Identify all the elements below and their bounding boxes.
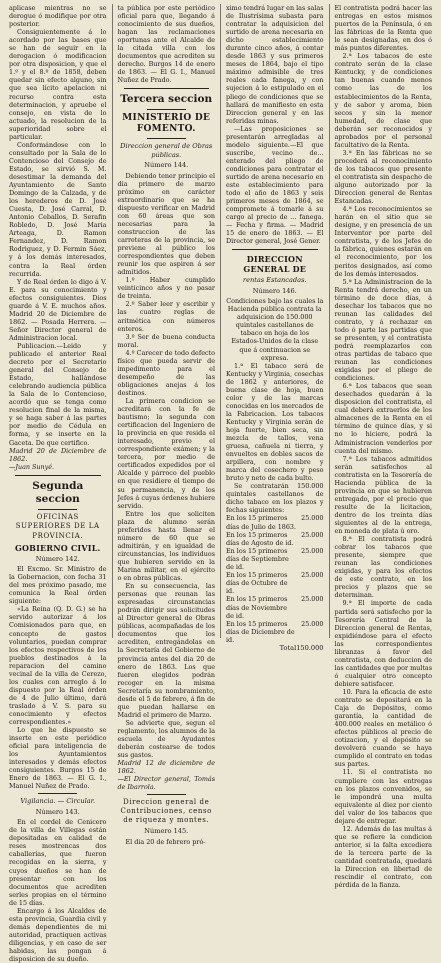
paragraph: 4.º Carecer de todo defecto físico que pueda servir de impedimento para el desempeño de las obligaciones anejas á los destinos.	[117, 348, 215, 397]
paragraph: ximo tendrá lugar en las salas de Ilustrísima subasta para contratar la adquisicion del surtido de arena necesaria en dicho establecimiento durante cinco años, á contar desde 1863 y sus primeros meses de 1864, bajo el tipo máximo admisible de tres reales cada fanega, y con sujecion á lo estipulado en el pliego de condiciones que se hallará de manifiesto en esta Direccion general y en las referidas minas.	[226, 4, 324, 125]
paragraph: 5.ª La Administracion de la Renta tendrá derecho, en un término de doce días, á desechar los tabacos que no reunan las calidades del contrato, y á rechazar en todo ó parte las partidas que se presenten, y el contratista podrá reemplazarlos con otras partidas de tabaco que reunan las condiciones exigidas por el pliego de condiciones.	[334, 277, 432, 383]
column-3	[220, 4, 329, 652]
column-1	[4, 4, 112, 963]
table-row	[226, 547, 324, 571]
paragraph: 10. Para la eficacia de este contrato se depositará en la Caja de Depósitos, como garantía, la cantidad de 400.000 reales en metálico ó efectos públicos al precio de cotizacion, y el depósito se devolverá cuando se haya cumplido el contrato en todas sus partes.	[334, 687, 432, 769]
total-row	[226, 644, 324, 652]
row-amount: 25.000	[301, 530, 324, 539]
paragraph: Debiendo tener principio el dia primero de marzo próximo en carácter extraordinario que se ha dispuesto verificar en Madrid con 60 áreas que son necesarias para la construccion de las carreteras de la provincia, se previene al público los correspondientes que deben reunir los que aspiren á ser admitidos.	[117, 171, 215, 277]
signature-line: —Juan Sunyé.	[9, 462, 55, 471]
section-heading: Tercera seccion	[120, 93, 213, 106]
divider	[147, 794, 186, 795]
signature-line: —El Director general, Tomás de Ibarrola.	[117, 775, 215, 792]
column-4	[329, 4, 438, 890]
table-row	[226, 514, 324, 530]
paragraph: Publicacion.—Leido y publicado el anterior Real decreto por el Secretario general del Consejo de Estado, hallándose celebrando audiencia pública la Sala de lo Contencioso, acordó que se tenga como resolucion final de la misma, y se haga saber á las partes por medio de Cédula en forma, y se inserte en la Gaceta. De que certifico.	[9, 341, 107, 447]
table-row	[226, 595, 324, 619]
section-divider	[15, 475, 101, 476]
paragraph: Y de Real órden lo digo á V. E. para su conocimiento y efectos consiguientes. Dios guarde á V. E. muchos años. Madrid 20 de Diciembre de 1862. — Posada Herrera. — Señor Director general de Administracion local.	[9, 277, 107, 342]
row-amount: 25.000	[301, 595, 324, 604]
paragraph: Encargo á los Alcaldes de esta provincia, Guardia civil y demás dependientes de mi autoridad, practiquen activas diligencias, y en caso de ser habidas, las pongan á disposicion de su dueño.	[9, 906, 107, 963]
table-row	[226, 620, 324, 644]
paragraph: 12. Además de las multas á que se refiere la condicion anterior, si la falta excediera de la tercera parte de la cantidad contratada, quedará la Direccion en libertad de rescindir el contrato, con pérdida de la fianza.	[334, 824, 432, 890]
section-divider	[124, 88, 210, 89]
notice-number: Número 143.	[35, 807, 80, 816]
paragraph: ta pública por este periódico oficial para que, llegando á conocimiento de sus dueños, hagan las reclamaciones oportunas ante el Alcalde de la citada villa con los documentos que acrediten su derecho. Burgos 14 de enero de 1863. — El G. I., Manuel Nuñez de Prado.	[117, 4, 215, 85]
delivery-schedule-table	[226, 514, 324, 652]
government-heading: GOBIERNO CIVIL.	[14, 542, 101, 553]
paragraph: Se contratarán 150.000 quintales castellanos de dicho tabaco en los plazos y fechas siguientes:	[226, 482, 324, 515]
paragraph: 7.ª Los tabacos admitidos serán satisfechos al contratista en la Tesorería de Hacienda pública de la provincia en que se hubieren entregado, por el precio que resulte de la licitacion, dentro de los treinta días siguientes al de la entrega, en moneda de plata ú oro.	[334, 454, 432, 536]
conditions-heading: Condiciones bajo las cuales la Hacienda pública contrata la adquisicion de 150.000 quintales castellanos de tabaco en hoja de los Estados-Unidos de la clase que á continuacion se expresa.	[226, 297, 324, 362]
row-label: En los 15 primeros días de Julio de 1863.	[226, 514, 297, 531]
paragraph: 2.º Saber leer y escribir y las cuatro reglas de aritmética con números enteros.	[117, 300, 215, 333]
paragraph: 4.ª Los reconocimientos se harán en el sitio que se designe, y en presencia de un Interventor por parte del contratista, y de los Jefes de la fábrica, quienes estarán en el reconocimiento, por los peritos designados, así como de los demás interesados.	[334, 205, 432, 278]
row-label: En los 15 primeros días de Septiembre de id.	[226, 546, 289, 572]
divider	[147, 109, 186, 110]
paragraph: 6.ª Los tabacos que sean desechados quedarán á la disposicion del contratista, el cual deberá extraerlos de los almacenes de la Renta en el término de quince días, y si no lo hiciere, podrá la Administracion venderlos por cuenta del mismo.	[334, 382, 432, 455]
divider	[38, 793, 77, 794]
paragraph: aplicase mientras no se derogue ó modifique por otra posterior.	[9, 4, 107, 29]
row-amount: 25.000	[301, 619, 324, 628]
section-divider	[232, 249, 318, 250]
paragraph: En el cordel de Cenicero de la villa de Villegas están depositadas en calidad de reses mostrencas dos caballerías, que fueron recogidas en la sierra, y cuyos dueños se han de presentar con los documentos que acrediten serles propias en el término de 15 días.	[9, 818, 107, 907]
paragraph: Se advierte que, segun el reglamento, los alumnos de la escuela de Ayudantes deberán costearse de todos sus gastos.	[117, 718, 215, 760]
paragraph: El contratista podrá hacer las entregas en estos mismos puertos de la Península, ó en las fábricas de la Renta que le sean designadas, en dos ó más puntos diferentes.	[334, 4, 432, 53]
directorate-heading: Direccion general de Contribuciones, censo de riqueza y montes.	[120, 798, 212, 825]
row-label: En los 15 primeros días de Octubre de id.	[226, 571, 288, 596]
paragraph: El dia 20 de febrero pró-	[125, 837, 206, 846]
paragraph: Consiguientemente á lo acordado por las bases que se han de seguir en la derogacion ó modificacion por otra disposicion, y que el 1.º y el 8.º de 1858, deben quedar sin efecto alguno, sin que sea lícito apelacion ni recurso contra esta determinacion, y apruebe el consejo, en vista de lo actuado, la resolucion de la superioridad sobre el particular.	[9, 28, 107, 141]
date-line: Madrid 20 de Diciembre de 1862.	[9, 446, 107, 463]
notice-number: Número 144.	[144, 161, 189, 170]
office-subheading: PROVINCIA.	[32, 531, 84, 540]
paragraph: 11. Si el contratista no cumpliere con las entregas en los plazos convenidos, se le impondrá una multa equivalente al diez por ciento del valor de los tabacos que dejare de entregar.	[334, 768, 432, 825]
directorate-heading: Direccion general de Obras públicas.	[120, 142, 213, 159]
section-heading: Segunda seccion	[32, 479, 84, 505]
paragraph: Conformándose con lo consultado por la Sala de lo Contencioso del Consejo de Estado, se sirvió S. M. desestimar la demanda del Ayuntamiento de Santo Domingo de la Calzada, y de los herederos de D. José Cuesta, D. José Carral, D. Antonio Ceballos, D. Serafin Robledo, D. José Maria Arteaga, D. Ramon Fernandez, D. Ramon Rodriguez, y D. Fermin Sáez, y á los demás interesados, contra la Real órden recurrida.	[9, 140, 107, 278]
divider	[38, 509, 77, 510]
row-label: En los 15 primeros días de Noviembre de id.	[226, 595, 288, 620]
paragraph: 1.º Haber cumplido veinticinco años y no pasar de treinta.	[117, 276, 215, 301]
row-label: En los 15 primeros días de Diciembre de id.	[226, 619, 295, 644]
paragraph: 1.ª El tabaco será de Kentucky y Virginia, cosechas de 1862 y anteriores, de buena clase de hoja, buen color y de las marcas conocidas en los mercados de la Fabricacion. Los tabacos Kentucky y Virginia serán de hoja fuerte, bien seca, sin mezcla de tallos, vena gruesa, cañuela ni tierra, y envueltos en dobles sacos de arpillera, con nombre y marca del cosechero y peso bruto y neto de cada bulto.	[226, 361, 324, 483]
paragraph: 3.ª En las fábricas no se procederá al reconocimiento de los tabacos que presente el contratista sin despacho de alguno autorizado por la Direccion general de Rentas Estancadas.	[334, 148, 432, 206]
ministry-heading: MINISTERIO DE FOMENTO.	[122, 113, 211, 135]
notice-heading: Vigilancia. — Circular.	[20, 797, 96, 806]
paragraph: Lo que he dispuesto se inserte en este periódico oficial para inteligencia de los Ayuntamientos interesados y demás efectos consiguientes. Burgos 15 de Enero de 1863. — El G. I., Manuel Nuñez de Prado.	[9, 726, 107, 791]
divider	[147, 138, 186, 139]
paragraph: En su consecuencia, las personas que reunan las expresadas circunstancias podrán dirigir sus solicitudes al Director general de Obras públicas, acompañadas de los documentos que los acrediten, entregándolas en la Secretaría del Gobierno de provincia antes del dia 20 de enero de 1863. Los que fueren elegidos podrán recoger en la misma Secretaría su nombramiento, desde el 5 de febrero, á fin de que puedan hallarse en Madrid el primero de Marzo.	[117, 582, 215, 719]
paragraph: «La Reina (Q. D. G.) se ha servido autorizar á los Comisionados para que, en concepto de gastos voluntarios, puedan comprar los efectos respectivos de los pueblos destinados á la reparacion del camino vecinal de la villa de Cerezo, los cuales con arreglo á lo dispuesto por la Real órden de 4 de Julio último, dará traslado á V. S. para su conocimiento y efectos correspondientes.»	[9, 605, 107, 727]
paragraph: La primera condicion se acreditará con la fe de bautismo; la segunda con certificacion del Ingeniero de la provincia en que resida el interesado, previo el correspondiente exámen; y la tercera, por medio de certificados expedidos por el Alcalde y párroco del pueblo en que residiere el tiempo de su permanencia, y de los Jefes á cuyas órdenes hubiere servido.	[117, 397, 215, 510]
paragraph: 3.º Ser de buena conducta moral.	[117, 332, 215, 349]
paragraph: —Las proposiciones se presentarán arregladas al modelo siguiente.—El que suscribe, vecino de... enterado del pliego de condiciones para contratar el surtido de arena necesario en este establecimiento para todo el año de 1863 y seis primeros meses de 1864, se compromete á tomarle á su cargo al precio de ... fanega. — Fecha y firma. — Madrid 15 de enero de 1863. — El Director general, José Gener.	[226, 124, 324, 246]
notice-number: Número 146.	[252, 286, 297, 295]
directorate-subheading: rentas Estancadas.	[242, 276, 307, 285]
table-row	[226, 531, 324, 547]
table-row	[226, 571, 324, 595]
row-amount: 25.000	[301, 571, 324, 580]
paragraph: El Excmo. Sr. Ministro de la Gobernacion, con fecha 31 del mes próximo pasado, me comunica la Real órden siguiente:	[9, 565, 107, 606]
directorate-heading: DIRECCION GENERAL DE	[243, 254, 307, 275]
row-amount: 25.000	[301, 514, 324, 523]
total-label: Total	[279, 643, 297, 652]
paragraph: 2.ª Los tabacos de este contrato serán de la clase Kentucky, y de condiciones tan buenas cuando menos como las de los establecimientos de la Renta, y de sabor y aroma, bien secos y sin la menor humedad, de clase que deberán ser reconocidos y aprobados por el personal facultativo de la Renta.	[334, 52, 432, 149]
paragraph: Entre los que soliciten plaza de alumno serán preferidos hasta llenar el número de 60 que se admitirán, y en igualdad de circunstancias, los individuos que hubieren servido en la Marina militar, en el ejército o en obras públicas.	[117, 509, 215, 583]
notice-number: Número 145.	[144, 827, 189, 836]
row-amount: 25.000	[301, 546, 324, 555]
row-label: En los 15 primeros días de Agosto de id.	[226, 530, 294, 547]
paragraph: 9.ª El importe de cada partida será satisfecho por la Tesorería Central de la Direccion general de Rentas, expidiéndose para el efecto las correspondientes libranzas á favor del contratista, con deduccion de las cantidades que por multas ó cualquier otro concepto debiere satisfacer.	[334, 599, 432, 688]
column-2	[112, 4, 221, 846]
date-line: Madrid 12 de diciembre de 1862.	[117, 759, 215, 776]
total-amount: 150.000	[296, 643, 324, 652]
paragraph: 8.ª El contratista podrá cobrar los tabacos que presente, siempre que reunan las condiciones exigidas, y para los efectos de este contrato, en los precios y plazos que se determinan.	[334, 535, 432, 600]
office-heading: OFICINAS SUPERIORES DE LA	[15, 512, 100, 530]
notice-number: Número 142.	[35, 554, 80, 563]
